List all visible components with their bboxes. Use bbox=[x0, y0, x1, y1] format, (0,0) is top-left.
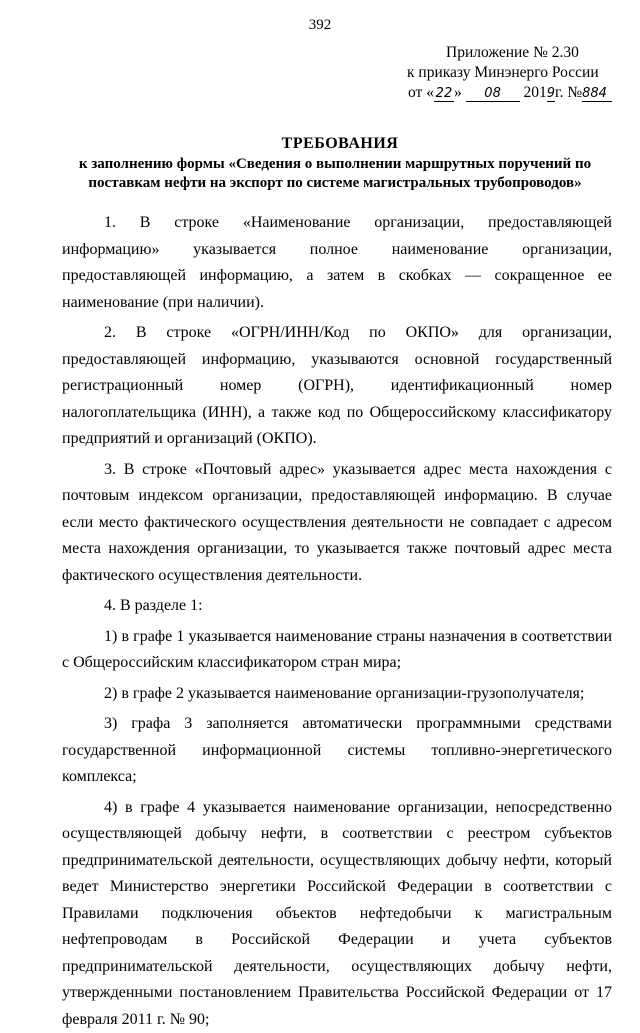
paragraph-4-4: 4) в графе 4 указывается наименование организации, непосредственно осуществляющей добычу нефти, в соответствии с реестром субъектов предпринимательской деятельности, осуществляющих добычу нефти, который ведет Министерство энергетики Российской Федерации в соответствии с Правилами подключения объектов нефтедобычи к магистральным нефтепроводам в Российской Федерации и учета субъектов предпринимательской деятельности, осуществляющих добычу нефти, утвержденными постановлением Правительства Российской Федерации от 17 февраля 2011 г. № 90; bbox=[62, 795, 612, 1033]
paragraph-2: 2. В строке «ОГРН/ИНН/Код по ОКПО» для организации, предоставляющей информацию, указываются основной государственный регистрационный номер (ОГРН), идентификационный номер налогоплательщика (ИНН), а также код по Общероссийскому классификатору предприятий и организаций (ОКПО). bbox=[62, 320, 612, 453]
paragraph-4-3: 3) графа 3 заполняется автоматически программными средствами государственной информационной системы топливно-энергетического комплекса; bbox=[62, 711, 612, 791]
date-year-suffix: 9 bbox=[547, 86, 555, 102]
paragraph-3: 3. В строке «Почтовый адрес» указывается адрес места нахождения с почтовым индексом организации, предоставляющей информацию. В случае если место фактического осуществления деятельности не совпадает с адресом места нахождения организации, то указывается также почтовый адрес места фактического осуществления деятельности. bbox=[62, 457, 612, 590]
document-subtitle: к заполнению формы «Сведения о выполнении маршрутных поручений по поставкам нефти на экспорт по системе магистральных трубопроводов» bbox=[55, 155, 615, 193]
document-title: ТРЕБОВАНИЯ bbox=[0, 135, 640, 153]
appendix-title: Приложение № 2.30 bbox=[405, 43, 605, 63]
document-body bbox=[62, 210, 612, 1033]
appendix-block bbox=[405, 43, 605, 103]
date-year-prefix: 201 bbox=[523, 84, 546, 101]
page-number: 392 bbox=[0, 17, 640, 34]
appendix-date-line bbox=[405, 83, 605, 103]
date-from-label: от « bbox=[408, 84, 434, 101]
paragraph-4: 4. В разделе 1: bbox=[62, 593, 612, 620]
date-year-unit: г. № bbox=[555, 84, 582, 101]
paragraph-4-2: 2) в графе 2 указывается наименование организации-грузополучателя; bbox=[62, 681, 612, 708]
date-day: 22 bbox=[434, 86, 454, 102]
paragraph-1: 1. В строке «Наименование организации, предоставляющей информацию» указывается полное наименование организации, предоставляющей информацию, а затем в скобках — сокращенное ее наименование (при наличии). bbox=[62, 210, 612, 316]
order-number: 884 bbox=[582, 86, 612, 102]
date-month: 08 bbox=[466, 86, 520, 102]
paragraph-4-1: 1) в графе 1 указывается наименование страны назначения в соответствии с Общероссийским классификатором стран мира; bbox=[62, 624, 612, 677]
date-quote-close: » bbox=[454, 84, 462, 101]
appendix-order-ref: к приказу Минэнерго России bbox=[405, 63, 605, 83]
